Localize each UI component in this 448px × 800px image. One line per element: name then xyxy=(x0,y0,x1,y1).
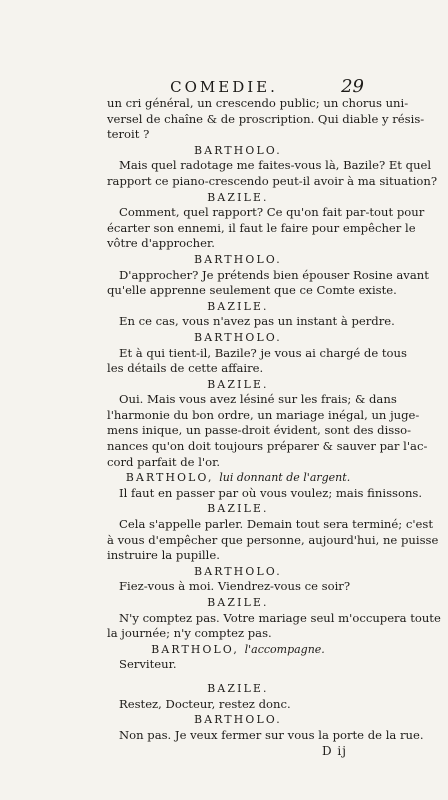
speech-line: Comment, quel rapport? Ce qu'on fait par-tout pour xyxy=(119,205,425,220)
speech-line: les détails de cette affaire. xyxy=(107,361,264,376)
speaker-label: BAZILE. xyxy=(207,377,269,391)
speaker-name xyxy=(107,377,369,393)
speech-line: Mais quel radotage me faites-vous là, Bazile? Et quel xyxy=(119,158,432,173)
speech-line: écarter son ennemi, il faut le faire pour empêcher le xyxy=(107,220,416,235)
speech-line: Fiez-vous à moi. Viendrez-vous ce soir? xyxy=(119,579,351,594)
speech-line: Il faut en passer par où vous voulez; mais finissons. xyxy=(119,485,423,500)
speech-line: Serviteur. xyxy=(119,657,177,672)
speaker-name xyxy=(107,190,369,206)
speech-line: Non pas. Je veux fermer sur vous la porte de la rue. xyxy=(119,727,424,742)
speech-line: N'y comptez pas. Votre mariage seul m'occupera toute xyxy=(119,610,441,625)
speaker-label: BAZILE. xyxy=(207,299,269,313)
speech-line: Oui. Mais vous avez lésiné sur les frais; & dans xyxy=(119,392,397,407)
running-title: COMEDIE. xyxy=(170,78,278,96)
speaker-label: BAZILE. xyxy=(207,190,269,204)
speech-line: qu'elle apprenne seulement que ce Comte existe. xyxy=(107,283,397,298)
speaker-name xyxy=(107,143,369,159)
speaker-name xyxy=(107,299,369,315)
speech-line: mens inique, un passe-droit évident, sont des disso- xyxy=(107,423,412,438)
speaker-label: BAZILE. xyxy=(207,596,269,609)
speech-line: un cri général, un crescendo public; un chorus uni- xyxy=(107,96,409,110)
speech-line: cord parfait de l'or. xyxy=(107,454,221,469)
speaker-name xyxy=(107,642,369,658)
speech-line: instruire la pupille. xyxy=(107,548,220,563)
speech-line: teroit ? xyxy=(107,127,150,142)
speech-line: vôtre d'approcher. xyxy=(107,236,215,251)
play-text xyxy=(107,96,441,760)
signature-mark: D ij xyxy=(322,744,347,759)
speaker-name xyxy=(107,252,369,268)
speaker-name xyxy=(107,330,369,346)
speech-line: l'harmonie du bon ordre, un mariage inégal, un juge- xyxy=(107,407,420,422)
speaker-name xyxy=(107,564,369,580)
speaker-label: BARTHOLO, xyxy=(125,471,214,485)
speaker-label: BARTHOLO. xyxy=(194,564,282,578)
speaker-label: BARTHOLO, xyxy=(151,642,239,656)
speech-line: nances qu'on doit toujours préparer & sauver par l'ac- xyxy=(107,439,428,454)
speaker-name xyxy=(107,501,369,517)
speech-line: En ce cas, vous n'avez pas un instant à perdre. xyxy=(119,314,395,329)
speaker-label: BARTHOLO. xyxy=(194,143,282,157)
speech-line: à vous d'empêcher que personne, aujourd'hui, ne puisse xyxy=(107,532,439,547)
speech-line: D'approcher? Je prétends bien épouser Rosine avant xyxy=(119,267,429,282)
speech-line: Et à qui tient-il, Bazile? je vous ai chargé de tous xyxy=(119,345,407,360)
stage-direction: lui donnant de l'argent. xyxy=(219,471,351,485)
speech-line: Restez, Docteur, restez donc. xyxy=(119,696,291,711)
speaker-label: BARTHOLO. xyxy=(194,713,282,727)
page-number: 29 xyxy=(341,76,364,97)
speaker-label: BAZILE. xyxy=(207,502,269,516)
speaker-label: BARTHOLO. xyxy=(194,330,282,344)
speaker-name xyxy=(107,470,369,486)
speaker-name xyxy=(107,595,369,611)
speaker-label: BARTHOLO. xyxy=(194,252,282,266)
speech-line: Cela s'appelle parler. Demain tout sera terminé; c'est xyxy=(119,517,433,532)
speech-line: rapport ce piano-crescendo peut-il avoir à ma situation? xyxy=(107,173,438,188)
speech-line: versel de chaîne & de proscription. Qui diable y résis- xyxy=(107,111,425,126)
stage-direction: l'accompagne. xyxy=(244,642,325,656)
speaker-name xyxy=(107,681,369,697)
speaker-name xyxy=(107,712,369,728)
speaker-label: BAZILE. xyxy=(207,681,269,695)
speech-line: la journée; n'y comptez pas. xyxy=(107,626,272,641)
